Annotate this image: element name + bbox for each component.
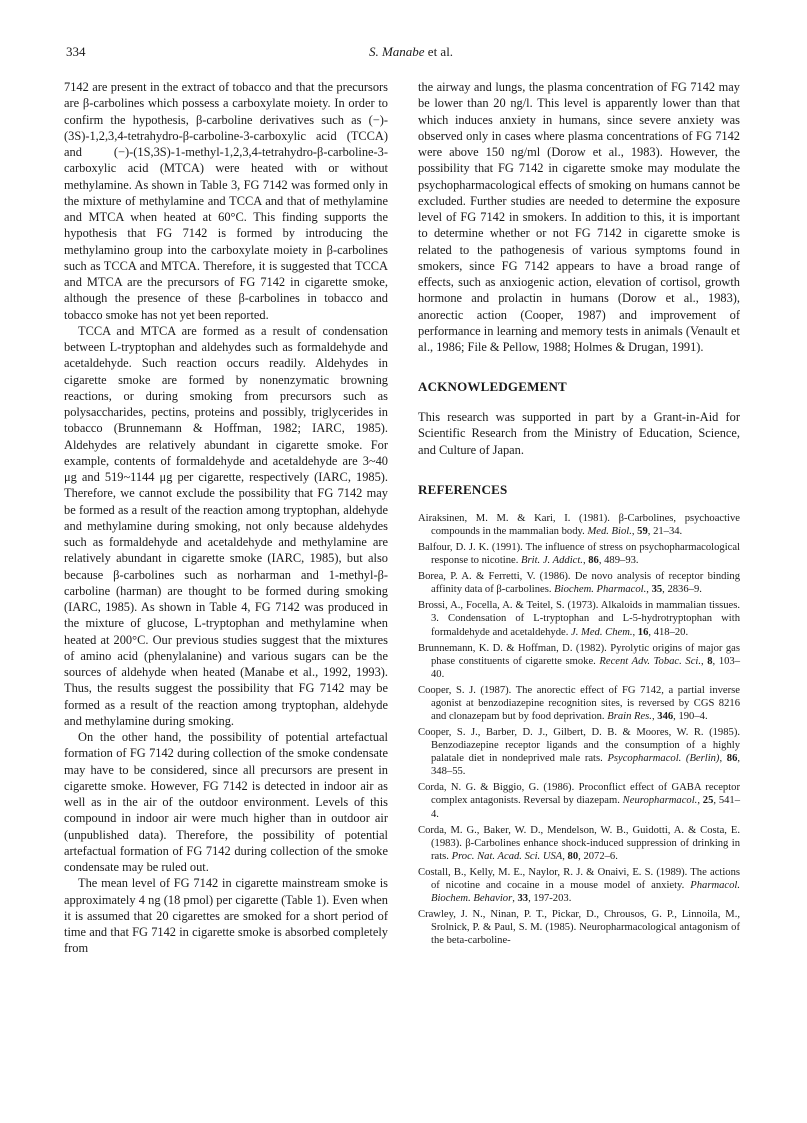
body-paragraph: On the other hand, the possibility of potential artefactual formation of FG 7142 during collection of the smoke condensate may have to be considered, since all precursors are present in cigarette smoke. However, FG 7142 is detected in indoor air as well as in the air of the outdoor environment. Levels of this compound in indoor air were much higher than in outdoor air (unpublished data). Therefore, the possibility of potential artefactual formation of FG 7142 during collection of the smoke condensate may be ruled out. — [64, 730, 388, 874]
reference-journal: J. Med. Chem. — [571, 626, 633, 638]
right-column — [418, 79, 740, 950]
reference-authors: Costall, B., Kelly, M. E., Naylor, R. J. & Onaivi, E. S. (1989). The actions of nicotine and cocaine in a mouse model of anxiety. — [418, 866, 740, 891]
reference-authors: Borea, P. A. & Ferretti, V. (1986). De novo analysis of receptor binding affinity data of β-carbolines. — [418, 571, 740, 596]
reference-item: Corda, M. G., Baker, W. D., Mendelson, W. B., Guidotti, A. & Costa, E. (1983). β-Carbolines enhance shock-induced suppression of drinking in rats. Proc. Nat. Acad. Sci. USA, 80, 2072–6. — [418, 824, 740, 862]
reference-volume: 86 — [588, 555, 599, 567]
reference-volume: 80 — [567, 850, 579, 862]
reference-journal: Psycopharmacol. (Berlin) — [607, 753, 720, 765]
reference-list — [418, 512, 740, 947]
left-column — [64, 79, 388, 957]
reference-item: Corda, N. G. & Biggio, G. (1986). Proconflict effect of GABA receptor complex antagonists. Reversal by diazepam. Neuropharmacol., 25, 541–4. — [418, 782, 741, 820]
reference-item: Cooper, S. J., Barber, D. J., Gilbert, D. B. & Moores, W. R. (1985). Benzodiazepine receptor ligands and the consumption of a highly palatale diet in nondeprived male rats. Psycopharmacol. (Berlin), 86, 348–55. — [418, 727, 741, 778]
body-paragraph: TCCA and MTCA are formed as a result of condensation between L-tryptophan and aldehydes such as formaldehyde and acetaldehyde. Such reaction occurs readily. Aldehydes in cigarette smoke are formed by nonenzymatic browning reactions, or during smoking from precursors such as polysaccharides, pectins, proteins and possibly, triglycerides in tobacco (Brunnemann & Hoffman, 1982; IARC, 1985). Aldehydes are relatively abundant in cigarette smoke. For example, contents of formaldehyde and acetaldehyde are 3~40 μg and 519~1144 μg per cigarette, respectively (IARC, 1985). Therefore, we cannot exclude the possibility that FG 7142 may be formed as a result of the reaction among tryptophan, aldehyde and methylamine during smoking, not only because aldehydes such as formaldehyde and acetaldehyde and methylamine are relatively abundant in cigarette smoke (IARC, 1985), but also because β-carbolines such as norharman and 1-methyl-β-carboline (harman) are thought to be formed during smoking (IARC, 1985). As shown in Table 4, FG 7142 was produced in the mixture of glucose, L-tryptophan and methylamine when heated at 200°C. Our previous studies suggest that the mixtures of amino acid (phenylalanine) and various sugars can be the sources of aldehyde when heated (Manabe et al., 1992, 1993). Thus, the results suggest the possibility that FG 7142 may be formed as a result of the reaction among tryptophan, aldehyde and methylamine during smoking. — [64, 323, 388, 728]
reference-journal: Brain Res. — [607, 710, 652, 722]
reference-item: Balfour, D. J. K. (1991). The influence of stress on psychopharmacological response to nicotine. Brit. J. Addict., 86, 489–93. — [418, 542, 740, 567]
reference-authors: Corda, M. G., Baker, W. D., Mendelson, W. B., Guidotti, A. & Costa, E. (1983). β-Carbolines enhance shock-induced suppression of drinking in rats. — [418, 824, 740, 862]
reference-pages: 2836–9. — [667, 584, 702, 596]
reference-volume: 8 — [707, 655, 713, 667]
reference-volume: 33 — [517, 892, 529, 904]
reference-pages: 2072–6. — [583, 850, 618, 862]
reference-authors: Brossi, A., Focella, A. & Teitel, S. (1973). Alkaloids in mammalian tissues. 3. Condensation of L-tryptophan and L-5-hydrotryptophan with formaldehyde and acetaldehyde. — [418, 600, 740, 638]
reference-item: Brunnemann, K. D. & Hoffman, D. (1982). Pyrolytic origins of major gas phase constituents of cigarette smoke. Recent Adv. Tobac. Sci., 8, 103–40. — [418, 642, 740, 680]
body-paragraph: the airway and lungs, the plasma concentration of FG 7142 may be lower than 20 ng/l. This level is apparently lower than that which induces anxiety in humans, since severe anxiety was observed only in cases where plasma concentrations of FG 7142 were above 150 ng/ml (Dorow et al., 1983). However, the possibility that FG 7142 in cigarette smoke may modulate the psychopharmacological effects of smoking on humans cannot be excluded. Further studies are needed to determine the exposure level of FG 7142 in smokers. In addition to this, it is important to determine whether or not FG 7142 in cigarette smoke is related to the pathogenesis of various symptoms found in smokers, since FG 7142 appears to have a broad range of effects, such as anxiogenic action, elevation of cortisol, growth hormone and prolactin in humans (Dorow et al., 1983), anorectic action (Cooper, 1987) and improvement of performance in learning and memory tests in animals (Venault et al., 1986; File & Pellow, 1988; Holmes & Drugan, 1991). — [418, 80, 740, 354]
reference-journal: Biochem. Pharmacol. — [554, 584, 647, 596]
reference-volume: 59 — [637, 525, 648, 537]
reference-pages: 489–93. — [604, 555, 639, 567]
reference-authors: Cooper, S. J. (1987). The anorectic effect of FG 7142, a partial inverse agonist at benzodiazepine recognition sites, is reversed by CGS 8216 and clonazepam but by food deprivation. — [418, 684, 740, 722]
reference-item: Cooper, S. J. (1987). The anorectic effect of FG 7142, a partial inverse agonist at benzodiazepine recognition sites, is reversed by CGS 8216 and clonazepam but by food deprivation. Brain Res., 346, 190–4. — [418, 684, 740, 722]
reference-item — [418, 908, 740, 947]
reference-item: Brossi, A., Focella, A. & Teitel, S. (1973). Alkaloids in mammalian tissues. 3. Condensation of L-tryptophan and L-5-hydrotryptophan with formaldehyde and acetaldehyde. J. Med. Chem., 16, 418–20. — [418, 600, 740, 638]
reference-item: Airaksinen, M. M. & Kari, I. (1981). β-Carbolines, psychoactive compounds in the mammalian body. Med. Biol., 59, 21–34. — [418, 512, 740, 537]
acknowledgement-text: This research was supported in part by a Grant-in-Aid for Scientific Research from the Ministry of Education, Science, and Culture of Japan. — [418, 410, 740, 457]
reference-item: Borea, P. A. & Ferretti, V. (1986). De novo analysis of receptor binding affinity data of β-carbolines. Biochem. Pharmacol., 35, 2836–9. — [418, 571, 740, 596]
reference-authors: Corda, N. G. & Biggio, G. (1986). Proconflict effect of GABA receptor complex antagonists. Reversal by diazepam. — [418, 782, 740, 807]
reference-pages: 541–4. — [431, 795, 741, 820]
reference-authors: Crawley, J. N., Ninan, P. T., Pickar, D., Chrousos, G. P., Linnoila, M., Srolnick, P. & Paul, S. M. (1985). Neuropharmacological antagonism of the beta-carboline- — [418, 909, 740, 947]
reference-authors: Cooper, S. J., Barber, D. J., Gilbert, D. B. & Moores, W. R. (1985). Benzodiazepine receptor ligands and the consumption of a highly palatale diet in nondeprived male rats. — [418, 727, 740, 765]
body-paragraph: 7142 are present in the extract of tobacco and that the precursors are β-carbolines which possess a carboxylate moiety. In order to confirm the hypothesis, β-carboline derivatives such as (−)-(3S)-1,2,3,4-tetrahydro-β-carboline-3-carboxylic acid (TCCA) and (−)-(1S,3S)-1-methyl-1,2,3,4-tetrahydro-β-carboline-3-carboxylic acid (MTCA) were heated with or without methylamine. As shown in Table 3, FG 7142 was formed only in the mixture of methylamine and TCCA and that of methylamine and MTCA when heated at 60°C. This finding supports the hypothesis that FG 7142 is formed by introducing the methylamino group into the carboxylate moiety in β-carbolines such as TCCA and MTCA. Therefore, it is suggested that TCCA and MTCA are the precursors of FG 7142 in cigarette smoke, although the presence of these β-carbolines in tobacco and tobacco smoke has not yet been reported. — [64, 80, 388, 322]
reference-journal: Pharmacol. Biochem. Behavior — [431, 879, 740, 904]
reference-pages: 418–20. — [653, 626, 689, 638]
reference-volume: 346 — [657, 710, 674, 722]
page-number: 334 — [66, 44, 86, 59]
reference-journal: Recent Adv. Tobac. Sci. — [599, 655, 701, 667]
reference-pages: 197-203. — [533, 892, 572, 904]
reference-pages: 21–34. — [653, 525, 683, 537]
references-heading: REFERENCES — [418, 481, 508, 497]
reference-authors: Brunnemann, K. D. & Hoffman, D. (1982). Pyrolytic origins of major gas phase constituents of cigarette smoke. — [418, 642, 740, 667]
body-paragraph: The mean level of FG 7142 in cigarette mainstream smoke is approximately 4 ng (18 pmol) per cigarette (Table 1). Even when it is assumed that 20 cigarettes are smoked for a short period of time and that FG 7142 in cigarette smoke is absorbed completely from — [64, 876, 388, 956]
reference-journal: Brit. J. Addict. — [521, 555, 583, 567]
reference-volume: 16 — [637, 626, 649, 638]
reference-pages: 103–40. — [431, 655, 740, 680]
reference-pages: 348–55. — [431, 766, 466, 778]
running-head-etal: et al. — [424, 44, 454, 59]
page-header — [66, 44, 756, 64]
reference-journal: Proc. Nat. Acad. Sci. USA — [451, 850, 563, 862]
reference-volume: 35 — [651, 584, 663, 596]
reference-authors: Airaksinen, M. M. & Kari, I. (1981). β-Carbolines, psychoactive compounds in the mammalian body. — [418, 512, 740, 537]
reference-pages: 190–4. — [678, 710, 708, 722]
reference-journal: Med. Biol. — [587, 525, 632, 537]
running-head-author: S. Manabe — [368, 44, 425, 59]
reference-item: Costall, B., Kelly, M. E., Naylor, R. J. & Onaivi, E. S. (1989). The actions of nicotine and cocaine in a mouse model of anxiety. Pharmacol. Biochem. Behavior, 33, 197-203. — [418, 866, 740, 904]
running-head — [66, 44, 756, 60]
reference-volume: 25 — [702, 795, 714, 807]
acknowledgement-heading: ACKNOWLEDGEMENT — [418, 379, 567, 395]
reference-authors: Balfour, D. J. K. (1991). The influence of stress on psychopharmacological response to nicotine. — [418, 542, 740, 567]
reference-journal: Neuropharmacol. — [622, 795, 698, 807]
reference-volume: 86 — [726, 753, 738, 765]
